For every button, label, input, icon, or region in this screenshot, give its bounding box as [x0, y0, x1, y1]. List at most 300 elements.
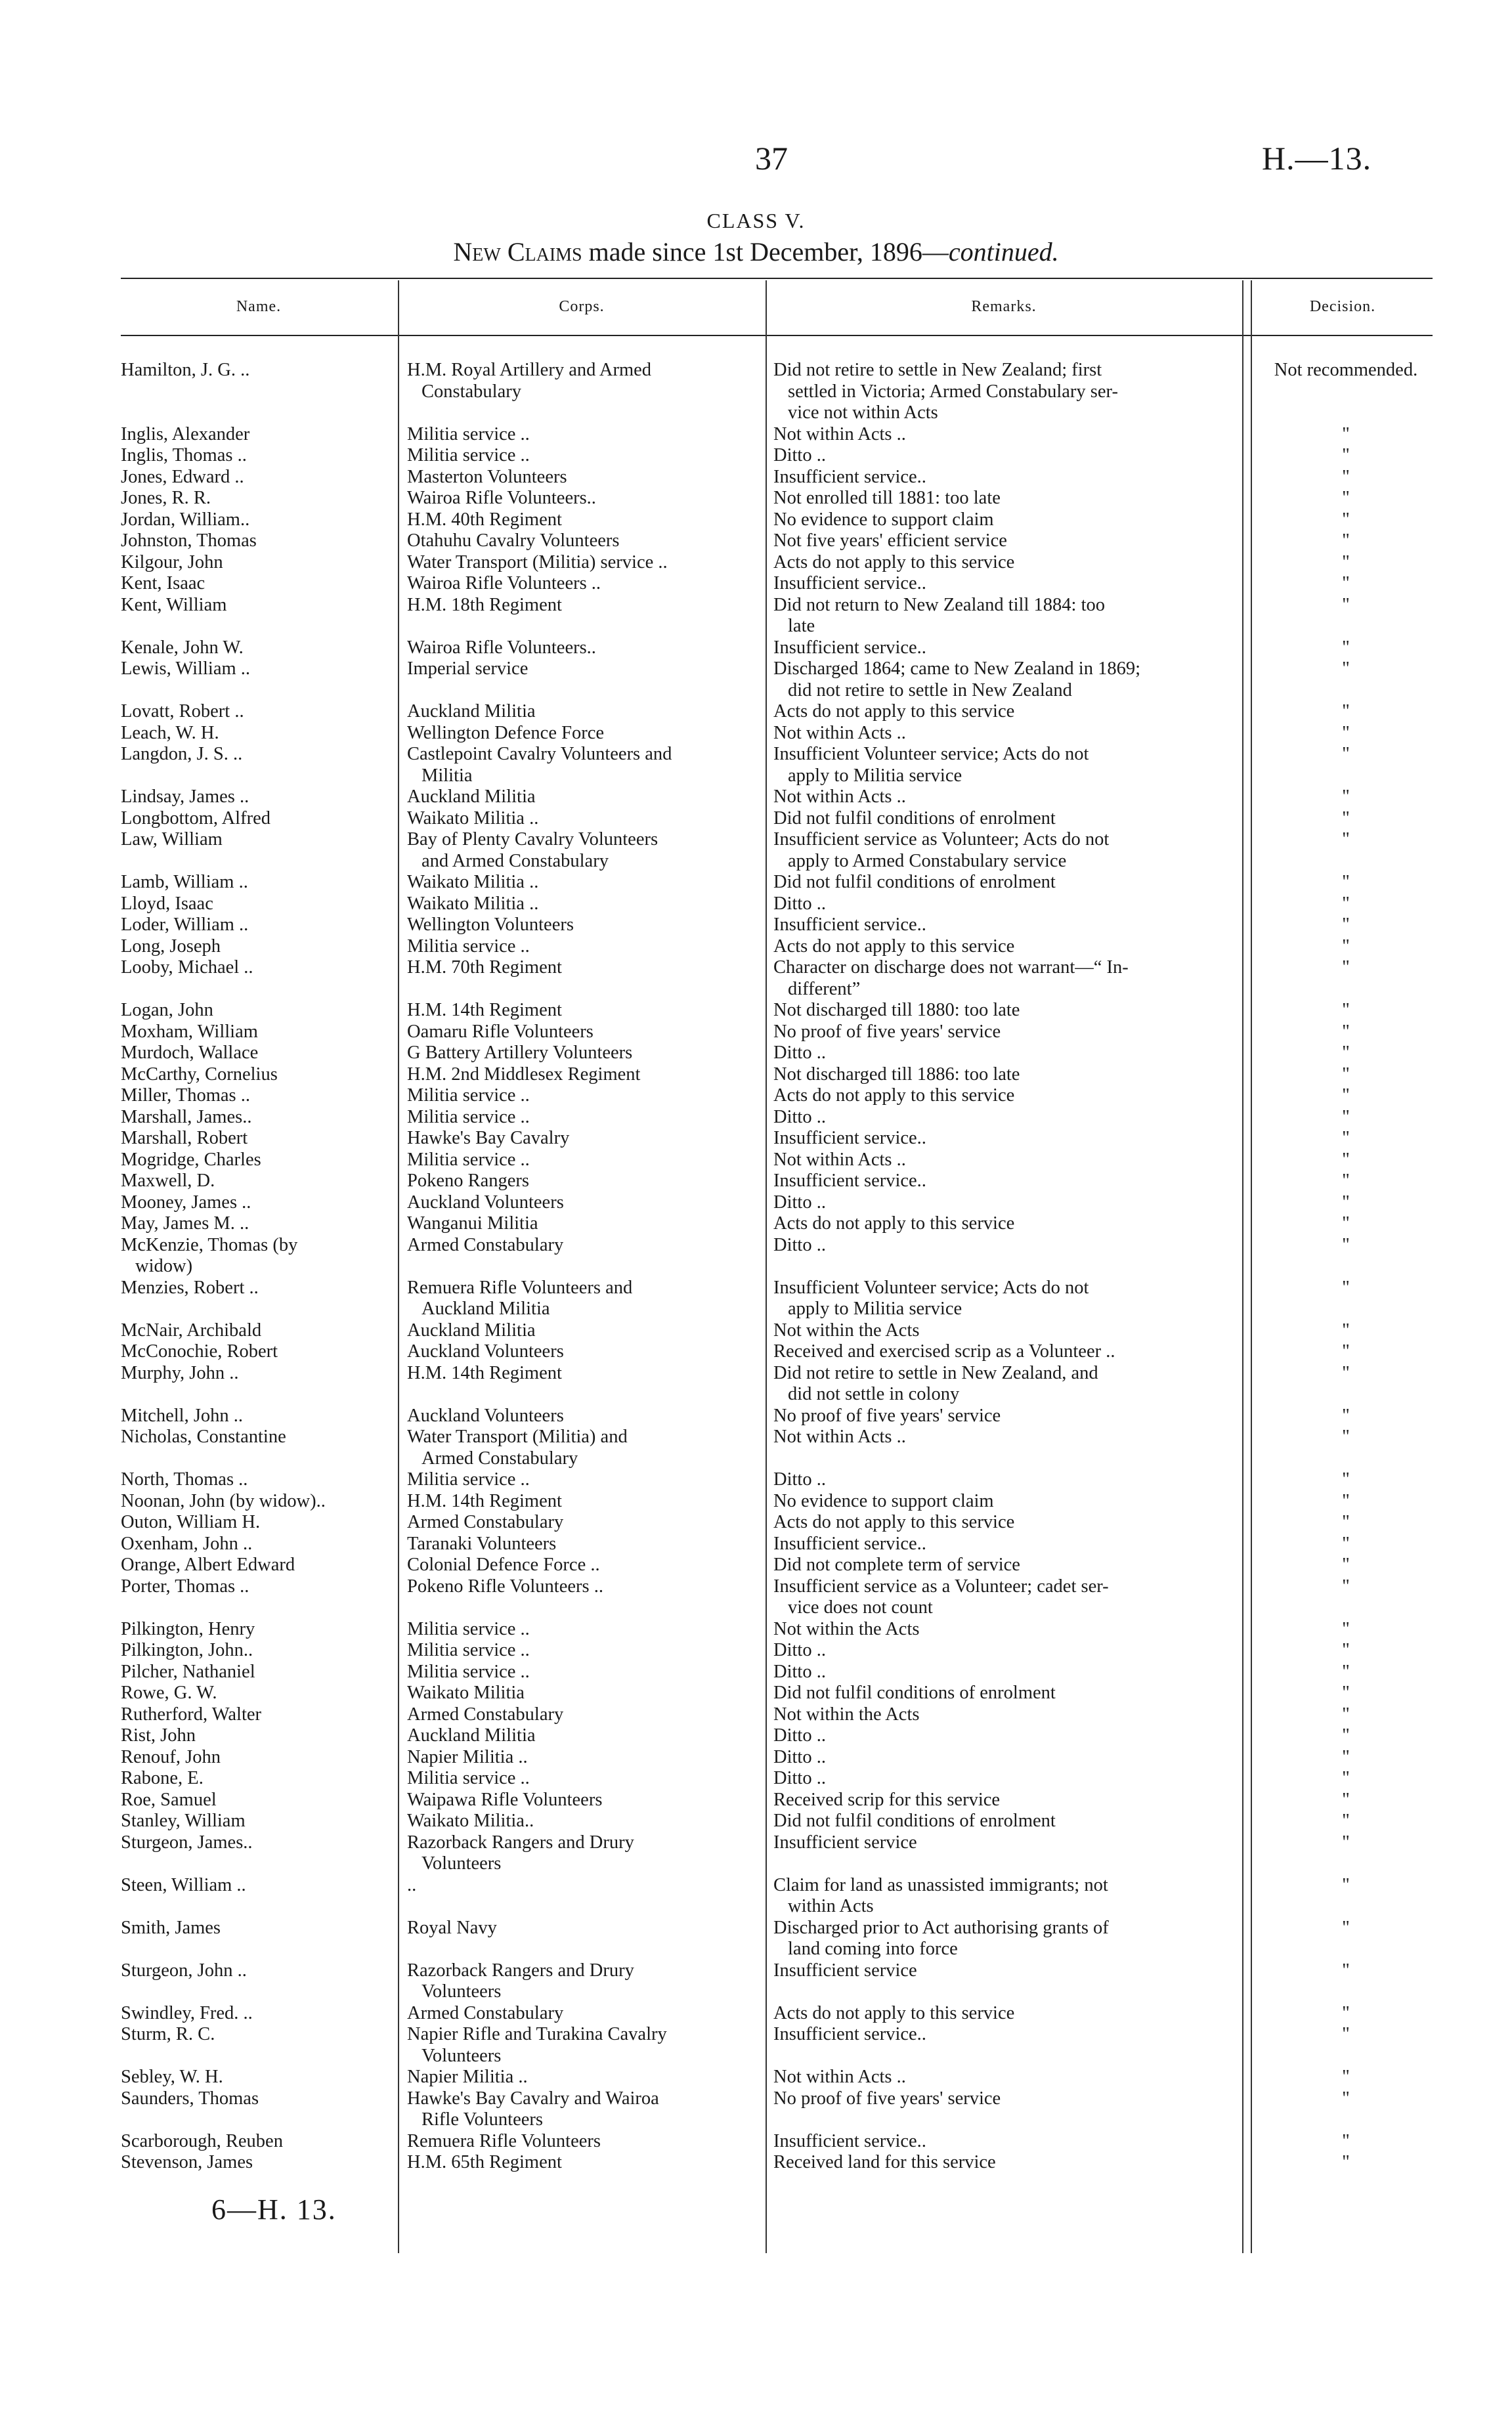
- claimant-name: [121, 744, 370, 765]
- corps-cell-line: Wanganui Militia: [407, 1213, 538, 1234]
- decision-cell: ": [1342, 1683, 1350, 1703]
- corps-cell: [407, 1811, 755, 1832]
- claimant-name: [121, 1875, 370, 1897]
- corps-cell: [407, 1491, 755, 1513]
- corps-cell-line: Remuera Rifle Volunteers and: [407, 1277, 633, 1298]
- remarks-cell: [773, 488, 1233, 509]
- table-row: [0, 1363, 1512, 1406]
- corps-cell-line: Pokeno Rangers: [407, 1171, 530, 1191]
- claimant-name: [121, 1363, 370, 1385]
- remarks-cell-line: Insufficient service..: [773, 2130, 926, 2151]
- claimant-name: [121, 1534, 370, 1555]
- corps-cell-line: H.M. 40th Regiment: [407, 509, 562, 530]
- remarks-cell-line: Not within the Acts: [773, 1618, 920, 1639]
- table-row: [0, 1534, 1512, 1555]
- corps-cell-line: Armed Constabulary: [407, 1234, 564, 1255]
- decision-cell: ": [1342, 1533, 1350, 1554]
- claimant-name: [121, 1235, 370, 1278]
- table-row: [0, 1320, 1512, 1342]
- claimant-name-line: Scarborough, Reuben: [121, 2130, 283, 2151]
- decision-cell: Not recommended.: [1274, 360, 1418, 380]
- claimant-name-line: Law, William: [121, 829, 223, 850]
- decision-cell: ": [1342, 1149, 1350, 1170]
- corps-cell-line: Imperial service: [407, 658, 529, 679]
- corps-cell: [407, 1555, 755, 1576]
- corps-cell-line: Hawke's Bay Cavalry and Wairoa: [407, 2088, 659, 2109]
- remarks-cell: [773, 1747, 1233, 1769]
- table-row: [0, 872, 1512, 894]
- corps-cell-line: Wairoa Rifle Volunteers..: [407, 637, 596, 658]
- corps-cell-line: Militia service ..: [407, 1149, 530, 1170]
- claimant-name-line: Loder, William ..: [121, 915, 249, 935]
- claimant-name-line: Renouf, John: [121, 1746, 221, 1767]
- table-row: [0, 1427, 1512, 1469]
- corps-cell-line: Water Transport (Militia) service ..: [407, 551, 668, 572]
- table-row: [0, 1875, 1512, 1918]
- remarks-cell-line: Did not retire to settle in New Zealand, and: [773, 1362, 1098, 1383]
- remarks-cell-line: did not retire to settle in New Zealand: [788, 679, 1072, 700]
- claimant-name-line: Kent, William: [121, 594, 227, 615]
- column-header-name: Name.: [236, 298, 282, 315]
- remarks-cell: [773, 1662, 1233, 1683]
- remarks-cell: [773, 1107, 1233, 1129]
- remarks-cell: [773, 467, 1233, 488]
- corps-cell: [407, 1747, 755, 1769]
- table-row: [0, 1619, 1512, 1641]
- decision-cell: ": [1342, 1106, 1350, 1127]
- corps-cell-line: Militia service ..: [407, 1618, 530, 1639]
- remarks-cell: [773, 1128, 1233, 1150]
- remarks-cell: [773, 1363, 1233, 1406]
- remarks-cell-line: within Acts: [788, 1896, 874, 1916]
- claimant-name: [121, 723, 370, 744]
- remarks-cell: [773, 1469, 1233, 1491]
- corps-cell-line: G Battery Artillery Volunteers: [407, 1043, 633, 1063]
- decision-cell: ": [1342, 423, 1350, 444]
- corps-cell-line: Auckland Volunteers: [407, 1341, 564, 1362]
- claimant-name: [121, 2067, 370, 2088]
- decision-cell: ": [1342, 1043, 1350, 1063]
- claimant-name: [121, 1704, 370, 1726]
- claimant-name-line: Pilkington, John..: [121, 1640, 253, 1660]
- table-header-rule: [121, 335, 1433, 336]
- decision-cell: ": [1342, 1789, 1350, 1810]
- table-row: [0, 658, 1512, 701]
- claimant-name-line: Miller, Thomas ..: [121, 1085, 251, 1106]
- table-row: [0, 1725, 1512, 1747]
- remarks-cell-line: Did not fulfil conditions of enrolment: [773, 1811, 1056, 1831]
- corps-cell: [407, 1235, 755, 1257]
- claimant-name: [121, 1640, 370, 1662]
- decision-cell: ": [1342, 1128, 1350, 1148]
- remarks-cell-line: Ditto ..: [773, 1746, 826, 1767]
- remarks-cell: [773, 573, 1233, 595]
- remarks-cell: [773, 936, 1233, 958]
- claimant-name-line: Sturgeon, John ..: [121, 1960, 247, 1981]
- decision-cell: ": [1342, 2088, 1350, 2109]
- corps-cell: [407, 1085, 755, 1107]
- corps-cell-line: Militia service ..: [407, 1106, 530, 1127]
- corps-cell-line: H.M. 2nd Middlesex Regiment: [407, 1064, 641, 1085]
- remarks-cell-line: Insufficient service..: [773, 466, 926, 487]
- remarks-cell: [773, 1704, 1233, 1726]
- corps-cell: [407, 2003, 755, 2025]
- decision-cell: ": [1342, 551, 1350, 572]
- claimant-name-line: Lindsay, James ..: [121, 787, 249, 807]
- table-row: [0, 1235, 1512, 1278]
- decision-cell: ": [1342, 2067, 1350, 2087]
- claimant-name-line: Sturgeon, James..: [121, 1832, 253, 1853]
- remarks-cell-line: Not within Acts ..: [773, 1427, 906, 1447]
- claimant-name-line: Rowe, G. W.: [121, 1683, 217, 1703]
- table-row: [0, 936, 1512, 958]
- remarks-cell-line: Acts do not apply to this service: [773, 2002, 1015, 2023]
- corps-cell: [407, 530, 755, 552]
- decision-cell: ": [1342, 488, 1350, 508]
- corps-cell-line: Volunteers: [421, 1853, 502, 1874]
- decision-cell: ": [1342, 594, 1350, 615]
- claimant-name-line: Rist, John: [121, 1725, 196, 1746]
- decision-cell: ": [1342, 1021, 1350, 1042]
- claimant-name: [121, 1085, 370, 1107]
- corps-cell-line: Auckland Militia: [407, 1320, 536, 1341]
- corps-cell-line: Auckland Volunteers: [407, 1405, 564, 1426]
- remarks-cell-line: No proof of five years' service: [773, 2088, 1001, 2109]
- table-row: [0, 1768, 1512, 1790]
- corps-cell: [407, 2024, 755, 2067]
- remarks-cell-line: No evidence to support claim: [773, 1490, 994, 1511]
- remarks-cell-line: apply to Militia service: [788, 1299, 962, 1319]
- remarks-cell: [773, 530, 1233, 552]
- remarks-cell: [773, 1278, 1233, 1320]
- decision-cell: ": [1342, 1640, 1350, 1660]
- decision-cell: ": [1342, 2024, 1350, 2044]
- remarks-cell-line: Ditto ..: [773, 1234, 826, 1255]
- remarks-cell-line: Insufficient service..: [773, 1171, 926, 1191]
- decision-cell: ": [1342, 1576, 1350, 1597]
- corps-cell: [407, 1043, 755, 1064]
- remarks-cell-line: Received land for this service: [773, 2152, 996, 2172]
- decision-cell: ": [1342, 1000, 1350, 1020]
- claimant-name: [121, 1747, 370, 1769]
- corps-cell-line: Waikato Militia ..: [407, 872, 539, 892]
- corps-cell-line: Armed Constabulary: [407, 2002, 564, 2023]
- claimant-name: [121, 1043, 370, 1064]
- claimant-name: [121, 445, 370, 467]
- remarks-cell-line: Ditto ..: [773, 1469, 826, 1490]
- claimant-name: [121, 2024, 370, 2046]
- remarks-cell: [773, 1064, 1233, 1086]
- claimant-name-line: Kent, Isaac: [121, 573, 205, 593]
- corps-cell-line: Waikato Militia ..: [407, 808, 539, 829]
- claimant-name: [121, 1491, 370, 1513]
- decision-cell: ": [1342, 1832, 1350, 1853]
- decision-cell: ": [1342, 658, 1350, 679]
- remarks-cell: [773, 2003, 1233, 2025]
- corps-cell: [407, 1406, 755, 1427]
- corps-cell-line: Rifle Volunteers: [421, 2109, 543, 2130]
- footer-signature: 6—H. 13.: [211, 2193, 337, 2226]
- corps-cell-line: Auckland Militia: [407, 787, 536, 807]
- remarks-cell: [773, 1619, 1233, 1641]
- decision-cell: ": [1342, 1555, 1350, 1575]
- corps-cell-line: Taranaki Volunteers: [407, 1533, 557, 1554]
- remarks-cell-line: Insufficient Volunteer service; Acts do not: [773, 1277, 1089, 1298]
- corps-cell-line: ..: [407, 1874, 417, 1895]
- corps-cell: [407, 1640, 755, 1662]
- decision-cell: ": [1342, 1064, 1350, 1085]
- remarks-cell: [773, 723, 1233, 744]
- corps-cell-line: Masterton Volunteers: [407, 466, 567, 487]
- corps-cell-line: Bay of Plenty Cavalry Volunteers: [407, 829, 659, 850]
- claimant-name: [121, 1427, 370, 1448]
- claimant-name: [121, 2131, 370, 2153]
- claimant-name: [121, 1278, 370, 1299]
- decision-cell: ": [1342, 1811, 1350, 1831]
- table-row: [0, 467, 1512, 488]
- claimant-name: [121, 1213, 370, 1235]
- remarks-cell-line: Insufficient service..: [773, 2024, 926, 2044]
- corps-cell-line: and Armed Constabulary: [421, 850, 609, 871]
- remarks-cell-line: Ditto ..: [773, 1106, 826, 1127]
- corps-cell: [407, 1341, 755, 1363]
- table-row: [0, 1832, 1512, 1875]
- remarks-cell: [773, 1725, 1233, 1747]
- corps-cell-line: H.M. 65th Regiment: [407, 2152, 562, 2172]
- remarks-cell: [773, 872, 1233, 894]
- decision-cell: ": [1342, 1490, 1350, 1511]
- claimant-name: [121, 1832, 370, 1854]
- remarks-cell-line: Acts do not apply to this service: [773, 1512, 1015, 1532]
- corps-cell: [407, 723, 755, 744]
- table-row: [0, 1790, 1512, 1811]
- remarks-cell: [773, 658, 1233, 701]
- remarks-cell-line: did not settle in colony: [788, 1384, 960, 1404]
- table-row: [0, 2024, 1512, 2067]
- claimant-name: [121, 1918, 370, 1939]
- remarks-cell: [773, 829, 1233, 872]
- remarks-cell-line: Not within Acts ..: [773, 722, 906, 743]
- remarks-cell-line: Insufficient service: [773, 1832, 917, 1853]
- remarks-cell-line: Ditto ..: [773, 1043, 826, 1063]
- claimant-name-line: Rabone, E.: [121, 1768, 204, 1788]
- table-row: [0, 1576, 1512, 1619]
- claimant-name-line: McConochie, Robert: [121, 1341, 278, 1362]
- claimant-name: [121, 1406, 370, 1427]
- table-row: [0, 1171, 1512, 1192]
- corps-cell: [407, 467, 755, 488]
- corps-cell: [407, 1704, 755, 1726]
- corps-cell: [407, 595, 755, 616]
- remarks-cell-line: Insufficient service..: [773, 915, 926, 935]
- remarks-cell: [773, 1534, 1233, 1555]
- claimant-name-line: Orange, Albert Edward: [121, 1555, 295, 1575]
- claimant-name-line: Pilkington, Henry: [121, 1618, 255, 1639]
- decision-cell: ": [1342, 1661, 1350, 1682]
- remarks-cell-line: Not within Acts ..: [773, 1149, 906, 1170]
- corps-cell: [407, 829, 755, 872]
- remarks-cell-line: Insufficient service..: [773, 1533, 926, 1554]
- claimant-name-line: McCarthy, Cornelius: [121, 1064, 278, 1085]
- table-row: [0, 808, 1512, 830]
- corps-cell: [407, 1832, 755, 1875]
- claimant-name-line: Langdon, J. S. ..: [121, 744, 243, 764]
- corps-cell-line: Razorback Rangers and Drury: [407, 1832, 634, 1853]
- remarks-cell: [773, 552, 1233, 574]
- table-row: [0, 1213, 1512, 1235]
- claimant-name: [121, 1469, 370, 1491]
- corps-cell: [407, 1662, 755, 1683]
- decision-cell: ": [1342, 808, 1350, 829]
- decision-cell: ": [1342, 701, 1350, 722]
- decision-cell: ": [1342, 445, 1350, 465]
- corps-cell-line: Royal Navy: [407, 1917, 497, 1938]
- table-row: [0, 1022, 1512, 1043]
- claimant-name: [121, 1064, 370, 1086]
- remarks-cell-line: Ditto ..: [773, 1768, 826, 1788]
- corps-cell-line: Napier Militia ..: [407, 2067, 528, 2087]
- corps-cell: [407, 1534, 755, 1555]
- decision-cell: ": [1342, 1917, 1350, 1938]
- corps-cell-line: Militia service ..: [407, 445, 530, 465]
- decision-cell: ": [1342, 872, 1350, 892]
- table-row: [0, 1043, 1512, 1064]
- paper-reference: H.—13.: [1262, 140, 1372, 177]
- remarks-cell: [773, 1043, 1233, 1064]
- corps-cell-line: H.M. 14th Regiment: [407, 1490, 562, 1511]
- claimant-name-line: Menzies, Robert ..: [121, 1277, 259, 1298]
- remarks-cell-line: apply to Militia service: [788, 765, 962, 786]
- corps-cell: [407, 2067, 755, 2088]
- claimant-name: [121, 701, 370, 723]
- claimant-name: [121, 1128, 370, 1150]
- claimant-name: [121, 424, 370, 446]
- table-row: [0, 1341, 1512, 1363]
- claimant-name: [121, 488, 370, 509]
- claimant-name: [121, 1150, 370, 1171]
- claimant-name-line: Lamb, William ..: [121, 872, 248, 892]
- corps-cell-line: Militia service ..: [407, 1661, 530, 1682]
- claimant-name: [121, 1000, 370, 1022]
- claimant-name-line: Mogridge, Charles: [121, 1149, 261, 1170]
- corps-cell-line: Remuera Rifle Volunteers: [407, 2130, 601, 2151]
- corps-cell-line: Razorback Rangers and Drury: [407, 1960, 634, 1981]
- claimant-name-line: Marshall, James..: [121, 1106, 252, 1127]
- claimant-name-line: Noonan, John (by widow)..: [121, 1490, 326, 1511]
- decision-cell: ": [1342, 1512, 1350, 1532]
- corps-cell: [407, 1768, 755, 1790]
- corps-cell-line: Wairoa Rifle Volunteers ..: [407, 573, 601, 593]
- corps-cell: [407, 2152, 755, 2174]
- decision-cell: ": [1342, 893, 1350, 914]
- decision-cell: ": [1342, 1085, 1350, 1106]
- table-row: [0, 1960, 1512, 2003]
- remarks-cell: [773, 1000, 1233, 1022]
- claimant-name: [121, 1768, 370, 1790]
- table-row: [0, 1406, 1512, 1427]
- corps-cell-line: Waikato Militia ..: [407, 893, 539, 914]
- corps-cell: [407, 915, 755, 936]
- claimant-name-line: Johnston, Thomas: [121, 530, 257, 551]
- table-row: [0, 509, 1512, 531]
- table-row: [0, 1192, 1512, 1214]
- corps-cell: [407, 658, 755, 680]
- corps-cell-line: Waikato Militia..: [407, 1811, 534, 1831]
- claimant-name: [121, 573, 370, 595]
- corps-cell: [407, 1619, 755, 1641]
- corps-cell: [407, 1960, 755, 2003]
- subtitle-mid: made since 1st December, 1896—: [582, 237, 949, 267]
- subtitle-continued: continued.: [948, 237, 1059, 267]
- claimant-name-line: Jones, Edward ..: [121, 466, 244, 487]
- claimant-name-line: Saunders, Thomas: [121, 2088, 259, 2109]
- claimant-name-line: Moxham, William: [121, 1021, 258, 1042]
- claimant-name: [121, 1512, 370, 1534]
- subtitle-lead: New Claims: [453, 237, 582, 267]
- table-row: [0, 1662, 1512, 1683]
- decision-cell: ": [1342, 1171, 1350, 1191]
- remarks-cell: [773, 424, 1233, 446]
- claimant-name: [121, 552, 370, 574]
- remarks-cell: [773, 701, 1233, 723]
- claimant-name-line: Kenale, John W.: [121, 637, 244, 658]
- claimant-name: [121, 915, 370, 936]
- remarks-cell: [773, 808, 1233, 830]
- claimant-name: [121, 1171, 370, 1192]
- table-row: [0, 701, 1512, 723]
- decision-cell: ": [1342, 1618, 1350, 1639]
- decision-cell: ": [1342, 573, 1350, 593]
- decision-cell: ": [1342, 1362, 1350, 1383]
- remarks-cell-line: Insufficient service..: [773, 1128, 926, 1148]
- claimant-name-line: Mooney, James ..: [121, 1192, 251, 1213]
- table-row: [0, 2003, 1512, 2025]
- claimant-name: [121, 658, 370, 680]
- remarks-cell-line: Not within the Acts: [773, 1704, 920, 1725]
- decision-cell: ": [1342, 2130, 1350, 2151]
- corps-cell: [407, 701, 755, 723]
- corps-cell: [407, 1128, 755, 1150]
- remarks-cell-line: vice not within Acts: [788, 402, 938, 423]
- claimant-name: [121, 1662, 370, 1683]
- claimant-name: [121, 2152, 370, 2174]
- remarks-cell: [773, 445, 1233, 467]
- corps-cell-line: Armed Constabulary: [407, 1704, 564, 1725]
- remarks-cell: [773, 957, 1233, 1000]
- corps-cell: [407, 488, 755, 509]
- claimant-name: [121, 595, 370, 616]
- decision-cell: ": [1342, 466, 1350, 487]
- decision-cell: ": [1342, 530, 1350, 551]
- claimant-name-line: Stevenson, James: [121, 2152, 253, 2172]
- corps-cell: [407, 808, 755, 830]
- table-row: [0, 1918, 1512, 1960]
- corps-cell: [407, 552, 755, 574]
- table-row: [0, 424, 1512, 446]
- corps-cell: [407, 637, 755, 659]
- table-subtitle: [0, 236, 1512, 267]
- remarks-cell-line: Insufficient service..: [773, 637, 926, 658]
- claimant-name-line: Lewis, William ..: [121, 658, 251, 679]
- remarks-cell: [773, 1235, 1233, 1257]
- remarks-cell-line: Did not fulfil conditions of enrolment: [773, 808, 1056, 829]
- claimant-name-line: May, James M. ..: [121, 1213, 249, 1234]
- claimant-name: [121, 1320, 370, 1342]
- claimant-name-line: Rutherford, Walter: [121, 1704, 262, 1725]
- claimant-name-line: Logan, John: [121, 1000, 213, 1020]
- claimant-name-line: Sturm, R. C.: [121, 2024, 215, 2044]
- corps-cell-line: Auckland Militia: [407, 1725, 536, 1746]
